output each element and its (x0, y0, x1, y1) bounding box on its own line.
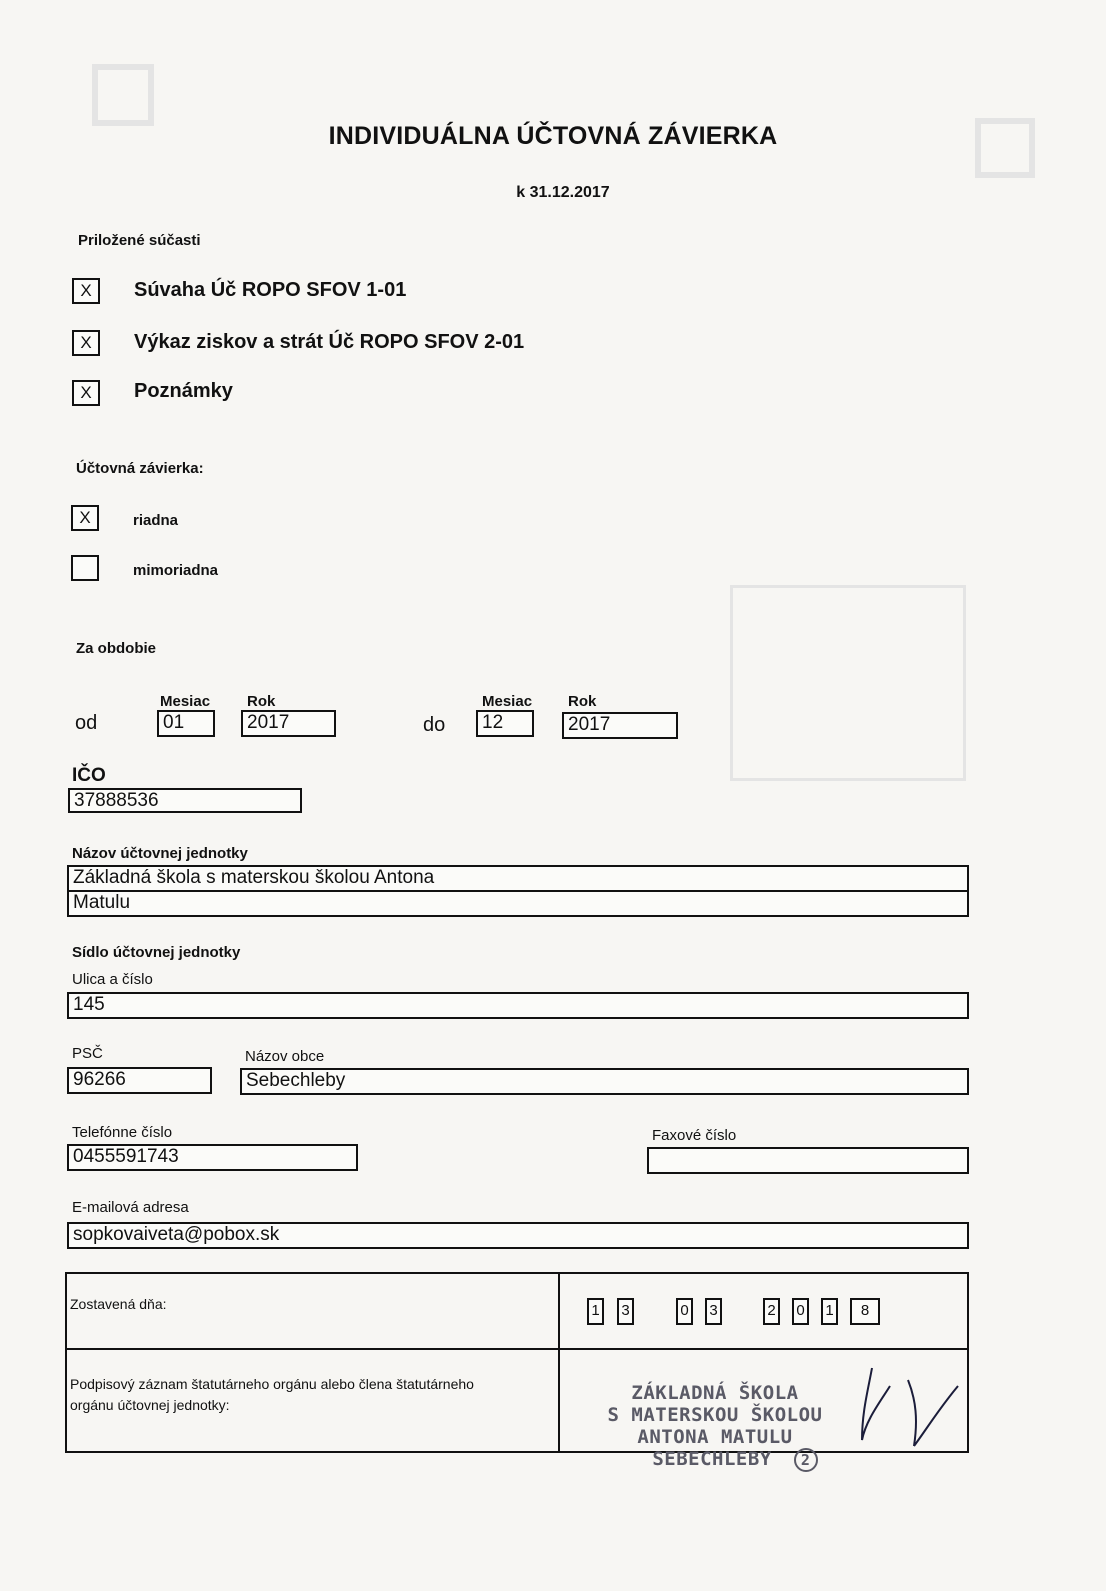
fax-field[interactable] (647, 1147, 969, 1174)
attachment-label-poznamky: Poznámky (134, 380, 233, 402)
phone-field[interactable]: 0455591743 (67, 1144, 358, 1171)
street-field[interactable]: 145 (67, 992, 969, 1019)
fax-label: Faxové číslo (652, 1127, 737, 1144)
city-label: Názov obce (245, 1048, 325, 1065)
attachment-checkbox-poznamky[interactable]: X (72, 380, 100, 406)
closing-type-label-riadna: riadna (133, 512, 179, 529)
street-label: Ulica a číslo (72, 971, 153, 988)
email-field[interactable]: sopkovaiveta@pobox.sk (67, 1222, 969, 1249)
email-label: E-mailová adresa (72, 1199, 189, 1216)
attachment-checkbox-vykaz[interactable]: X (72, 330, 100, 356)
stamp-line4-row (570, 1448, 860, 1472)
compiled-year-digit[interactable]: 8 (850, 1298, 880, 1325)
psc-label: PSČ (72, 1045, 103, 1062)
ico-label: IČO (72, 765, 106, 786)
city-field[interactable]: Sebechleby (240, 1068, 969, 1095)
from-month-field[interactable]: 01 (157, 710, 215, 737)
compiled-year-digit[interactable]: 2 (763, 1298, 780, 1325)
scan-artifact-frame (730, 585, 966, 781)
compiled-year-digit[interactable]: 0 (792, 1298, 809, 1325)
psc-field[interactable]: 96266 (67, 1067, 212, 1094)
address-heading: Sídlo účtovnej jednotky (72, 944, 241, 961)
compiled-year-digit[interactable]: 1 (821, 1298, 838, 1325)
stamp-line4: SEBECHLEBY (652, 1448, 772, 1470)
closing-type-checkbox-riadna[interactable]: X (71, 505, 99, 531)
stamp-line1: ZÁKLADNÁ ŠKOLA (631, 1382, 799, 1404)
ico-field[interactable]: 37888536 (68, 788, 302, 813)
closing-type-checkbox-mimoriadna[interactable] (71, 555, 99, 581)
compiled-day-digit[interactable]: 3 (617, 1298, 634, 1325)
compiled-date-label: Zostavená dňa: (70, 1296, 167, 1312)
from-month-label: Mesiac (160, 693, 211, 710)
compiled-month-digit[interactable]: 3 (705, 1298, 722, 1325)
compiled-month-digit[interactable]: 0 (676, 1298, 693, 1325)
signature-label-line1: Podpisový záznam štatutárneho orgánu alebo člena štatutárneho (70, 1376, 474, 1392)
to-year-field[interactable]: 2017 (562, 712, 678, 739)
stamp-line2: S MATERSKOU ŠKOLOU (607, 1404, 823, 1426)
from-year-label: Rok (247, 693, 276, 710)
handwritten-signature (850, 1350, 966, 1450)
period-from-label: od (75, 712, 98, 734)
closing-type-heading: Účtovná závierka: (76, 460, 204, 477)
unit-name-label: Názov účtovnej jednotky (72, 845, 248, 862)
attachments-heading: Priložené súčasti (78, 232, 201, 249)
period-heading: Za obdobie (76, 640, 156, 657)
attachment-label-suvaha: Súvaha Úč ROPO SFOV 1-01 (134, 279, 407, 301)
period-to-label: do (423, 714, 446, 736)
signature-label-line2: orgánu účtovnej jednotky: (70, 1397, 230, 1413)
signature-label (70, 1374, 474, 1416)
scan-artifact-frame (92, 64, 154, 126)
attachment-label-vykaz: Výkaz ziskov a strát Úč ROPO SFOV 2-01 (134, 331, 525, 353)
compiled-day-digit[interactable]: 1 (587, 1298, 604, 1325)
from-year-field[interactable]: 2017 (241, 710, 336, 737)
to-year-label: Rok (568, 693, 597, 710)
to-month-label: Mesiac (482, 693, 533, 710)
unit-name-line2-field[interactable]: Matulu (67, 890, 969, 917)
phone-label: Telefónne číslo (72, 1124, 173, 1141)
stamp-number: 2 (794, 1448, 818, 1472)
closing-type-label-mimoriadna: mimoriadna (133, 562, 219, 579)
to-month-field[interactable]: 12 (476, 710, 534, 737)
official-stamp (570, 1382, 860, 1472)
document-title: INDIVIDUÁLNA ÚČTOVNÁ ZÁVIERKA (328, 122, 778, 150)
unit-name-line1-field[interactable]: Základná škola s materskou školou Antona (67, 865, 969, 892)
document-date: k 31.12.2017 (516, 184, 610, 201)
attachment-checkbox-suvaha[interactable]: X (72, 278, 100, 304)
stamp-line3: ANTONA MATULU (637, 1426, 793, 1448)
